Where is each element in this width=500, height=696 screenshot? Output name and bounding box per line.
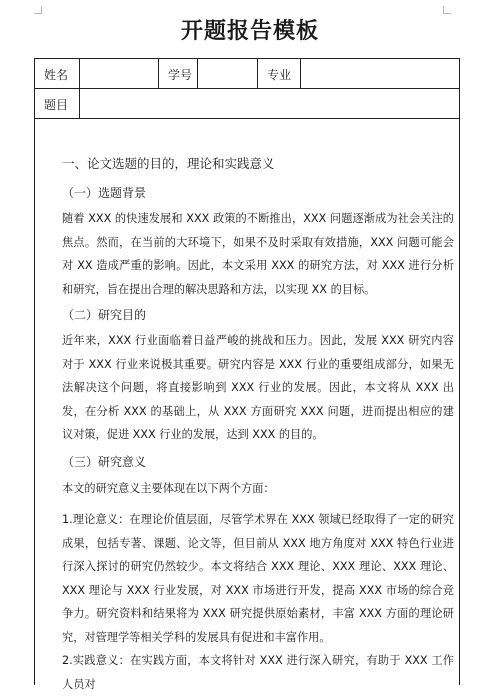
document-title: 开题报告模板 [180,19,319,44]
student-id-label: 学号 [159,59,198,88]
topic-row [35,89,459,119]
student-id-field[interactable] [198,59,258,88]
section-heading: 一、论文选题的目的，理论和实践意义 [62,156,275,171]
name-label: 姓名 [35,59,80,88]
topic-label: 题目 [35,89,80,118]
name-field[interactable] [80,59,159,88]
major-label: 专业 [258,59,301,88]
background-paragraph: 随着 XXX 的快速发展和 XXX 政策的不断推出，XXX 问题逐渐成为社会关注的焦点。然而，在当前的大环境下，如果不及时采取有效措施，XXX 问题可能会对 XX 造成严重的影响。因此，本文采用 XXX 的研究方法，对 XXX 进行分析和研究，旨在提出合理的解决思路和方法，以实现 XX 的目标。 [62,212,454,296]
major-field[interactable] [301,59,459,88]
info-row [35,59,459,89]
practical-significance-paragraph: 2.实践意义：在实践方面，本文将针对 XXX 进行深入研究，有助于 XXX 工作人员对 [62,654,454,691]
purpose-paragraph: 近年来，XXX 行业面临着日益严峻的挑战和压力。因此，发展 XXX 研究内容对于 XXX 行业来说极其重要。研究内容是 XXX 行业的重要组成部分，如果无法解决这个问题，将直接影响到 XXX 行业的发展。因此，本文将从 XXX 出发，在分析 XXX 的基础上，从 XXX 方面研究 XXX 问题，进而提出相应的建议对策，促进 XXX 行业的发展，达到 XXX 的目的。 [62,334,454,442]
topic-field[interactable] [80,89,459,118]
crop-mark-top-right [443,6,451,14]
significance-intro: 本文的研究意义主要体现在以下两个方面： [62,482,275,495]
crop-mark-top-left [34,6,42,14]
background-heading: （一）选题背景 [62,186,147,200]
purpose-heading: （二）研究目的 [62,308,147,322]
theoretical-significance-paragraph: 1.理论意义：在理论价值层面，尽管学术界在 XXX 领域已经取得了一定的研究成果，包括专著、课题、论文等，但目前从 XXX 地方角度对 XXX 特色行业进行深入探讨的研究仍然较少。本文将结合 XXX 理论、XXX 理论、XXX 理论、XXX 理论与 XXX 行业发展，对 XXX 市场进行开发，提高 XXX 市场的综合竞争力。研究资料和结果将为 XXX 研究提供原始素材，丰富 XXX 方面的理论研究，对管理学等相关学科的发展具有促进和丰富作用。 [62,513,454,644]
significance-heading: （三）研究意义 [62,455,147,469]
report-form [34,58,460,691]
